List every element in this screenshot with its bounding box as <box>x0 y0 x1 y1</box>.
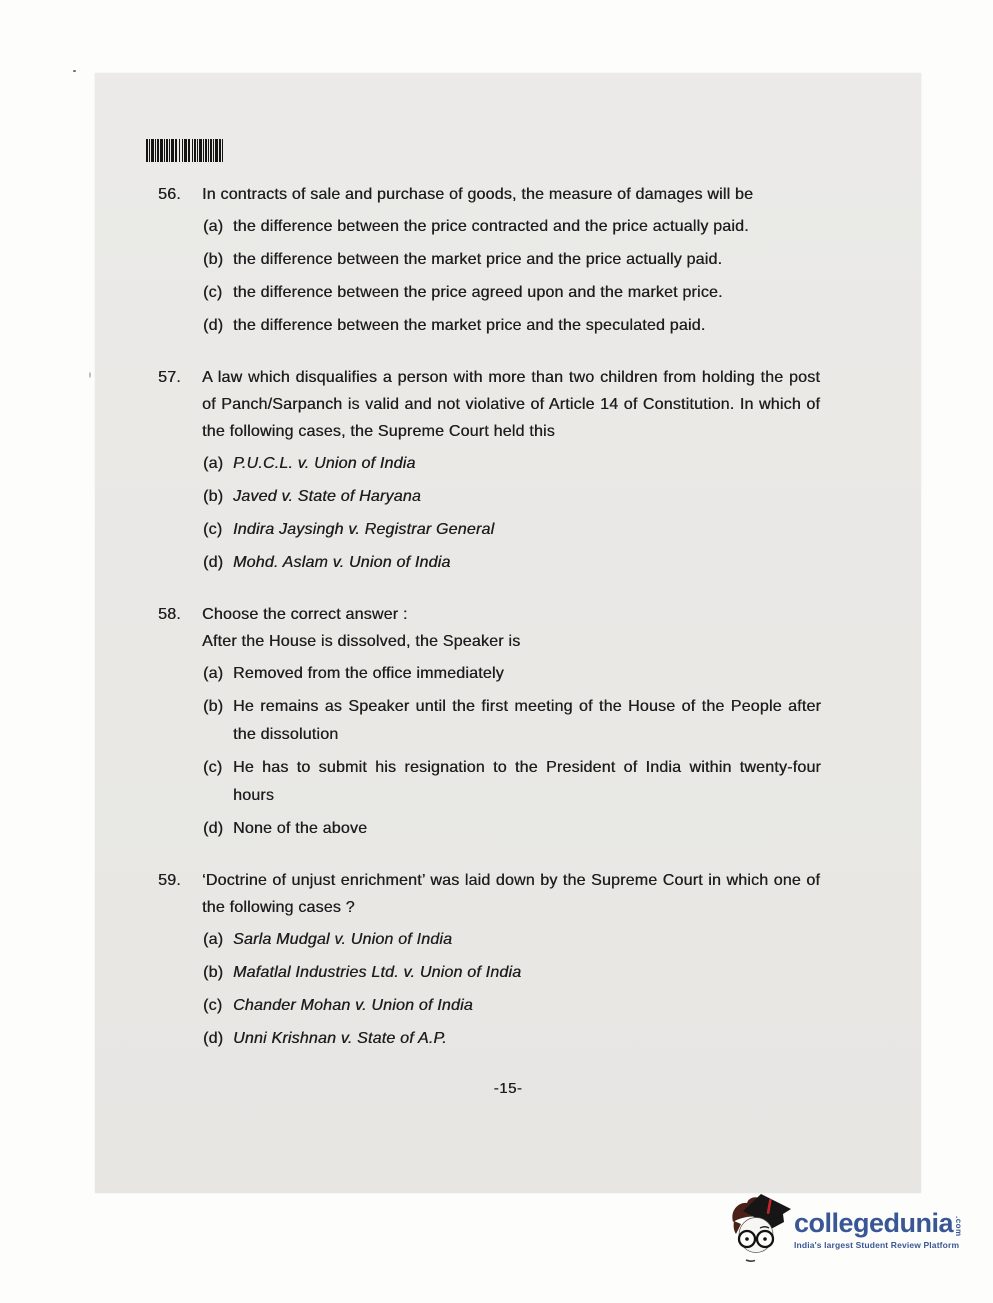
option-text: the difference between the price contracted and the price actually paid. <box>233 218 749 235</box>
option-label: (d) <box>203 820 224 837</box>
option-row <box>203 693 921 749</box>
option-label: (c) <box>203 521 223 538</box>
option-row <box>203 754 921 810</box>
option-text: Mohd. Aslam v. Union of India <box>233 554 451 571</box>
option-label: (a) <box>203 455 224 472</box>
question-number: 56. <box>158 186 181 203</box>
option-label: (a) <box>203 931 224 948</box>
question-number: 57. <box>158 369 181 386</box>
option-text: Javed v. State of Haryana <box>233 488 421 505</box>
option-text: P.U.C.L. v. Union of India <box>233 455 416 472</box>
page-number: -15- <box>493 1080 523 1097</box>
option-text: Unni Krishnan v. State of A.P. <box>233 1030 447 1047</box>
option-label: (a) <box>203 218 224 235</box>
option-label: (b) <box>203 964 224 981</box>
option-row <box>203 213 921 241</box>
option-text: the difference between the market price and the price actually paid. <box>233 251 723 268</box>
option-label: (d) <box>203 1030 224 1047</box>
question-text: A law which disqualifies a person with more than two children from holding the post of Panch/Sarpanch is valid and not violative of Article 14 of Constitution. In which of the following cases, the Supreme Court held this <box>202 369 820 440</box>
option-text: None of the above <box>233 820 368 837</box>
collegedunia-tld-text: .com <box>954 1216 964 1237</box>
option-row <box>203 1025 921 1053</box>
option-text: the difference between the price agreed upon and the market price. <box>233 284 723 301</box>
question-58 <box>95 601 921 843</box>
option-text: Indira Jaysingh v. Registrar General <box>233 521 495 538</box>
option-label: (b) <box>203 698 224 715</box>
option-row <box>203 660 921 688</box>
question-number: 58. <box>158 606 181 623</box>
question-text: Choose the correct answer : <box>202 606 408 623</box>
option-row <box>203 959 921 987</box>
collegedunia-tagline: India's largest Student Review Platform <box>794 1240 960 1250</box>
option-label: (d) <box>203 554 224 571</box>
question-text: In contracts of sale and purchase of goods, the measure of damages will be <box>202 186 754 203</box>
option-row <box>203 992 921 1020</box>
option-label: (a) <box>203 665 224 682</box>
scan-speck <box>89 372 91 378</box>
option-label: (c) <box>203 284 223 301</box>
collegedunia-logo <box>731 1194 963 1264</box>
question-56 <box>95 181 921 340</box>
question-text: ‘Doctrine of unjust enrichment’ was laid down by the Supreme Court in which one of the following cases ? <box>202 872 820 916</box>
collegedunia-brand-text: collegedunia <box>794 1208 954 1238</box>
question-text-line2: After the House is dissolved, the Speaker is <box>202 633 521 650</box>
option-label: (d) <box>203 317 224 334</box>
option-row <box>203 246 921 274</box>
option-row <box>203 926 921 954</box>
option-row <box>203 312 921 340</box>
option-row <box>203 815 921 843</box>
option-label: (c) <box>203 997 223 1014</box>
option-text: Mafatlal Industries Ltd. v. Union of India <box>233 964 522 981</box>
scanned-exam-page <box>95 73 921 1193</box>
option-text: the difference between the market price and the speculated paid. <box>233 317 706 334</box>
option-row <box>203 279 921 307</box>
option-text: Chander Mohan v. Union of India <box>233 997 473 1014</box>
question-59 <box>95 867 921 1053</box>
option-label: (b) <box>203 251 224 268</box>
option-text: He remains as Speaker until the first meeting of the House of the People after the dissolution <box>233 698 821 743</box>
option-row <box>203 450 921 478</box>
option-label: (b) <box>203 488 224 505</box>
collegedunia-mascot-icon <box>731 1194 793 1264</box>
option-text: Sarla Mudgal v. Union of India <box>233 931 453 948</box>
option-row <box>203 483 921 511</box>
scan-speck <box>73 70 76 72</box>
option-row <box>203 549 921 577</box>
question-57 <box>95 364 921 577</box>
option-text: Removed from the office immediately <box>233 665 504 682</box>
option-text: He has to submit his resignation to the President of India within twenty-four hours <box>233 759 821 804</box>
barcode-image <box>146 139 223 162</box>
option-label: (c) <box>203 759 223 776</box>
question-number: 59. <box>158 872 181 889</box>
option-row <box>203 516 921 544</box>
